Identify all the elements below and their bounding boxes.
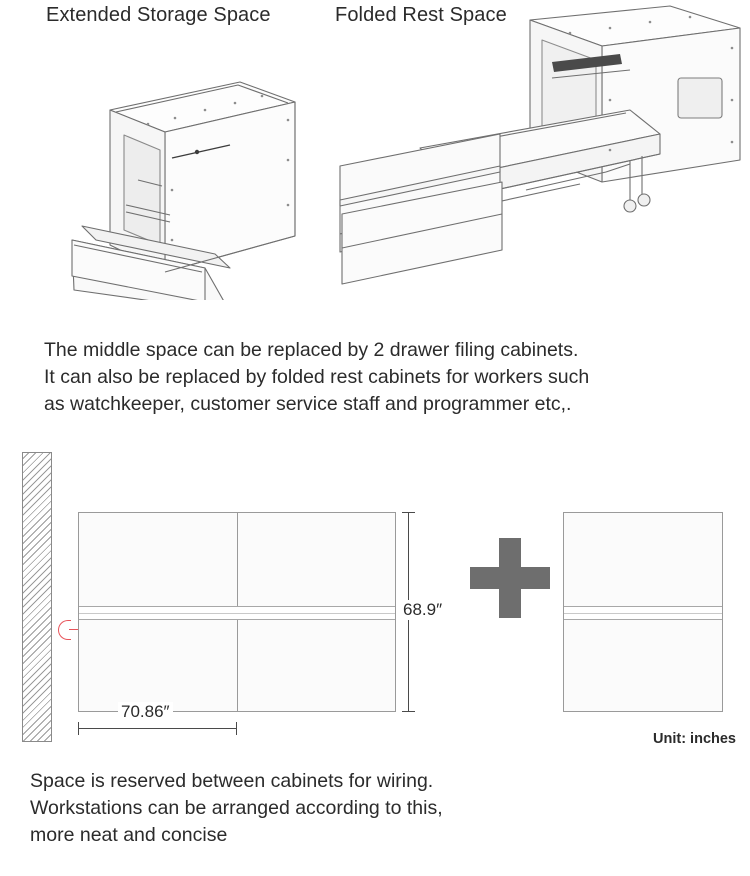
middle-description-paragraph (44, 337, 734, 418)
unit-note-label: Unit: inches (653, 731, 736, 747)
folded-rest-illustration (330, 0, 750, 300)
width-dimension-line (78, 728, 236, 729)
bottom-paragraph-line-1: Space is reserved between cabinets for wiring. (30, 770, 434, 792)
workstation-layout-diagram (0, 440, 750, 760)
bottom-description-paragraph (30, 768, 730, 849)
heading-folded-rest: Folded Rest Space (335, 4, 507, 26)
extended-storage-illustration (30, 40, 330, 300)
depth-dimension-cap-bottom (402, 711, 415, 712)
bottom-paragraph-line-3: more neat and concise (30, 824, 228, 846)
depth-dimension-label: 68.9″ (400, 600, 445, 620)
wall-hatch (22, 452, 52, 742)
desk-cluster-left (78, 512, 396, 712)
depth-dimension-cap-top (402, 512, 415, 513)
width-dimension-cap-right (236, 722, 237, 735)
middle-paragraph-line-3: as watchkeeper, customer service staff and programmer etc,. (44, 393, 572, 415)
width-dimension-label: 70.86″ (118, 702, 173, 722)
desk-cluster-right (563, 512, 723, 712)
bottom-paragraph-line-2: Workstations can be arranged according to this, (30, 797, 443, 819)
middle-paragraph-line-1: The middle space can be replaced by 2 drawer filing cabinets. (44, 339, 579, 361)
heading-extended-storage: Extended Storage Space (46, 4, 271, 26)
width-dimension-cap-left (78, 722, 79, 735)
middle-paragraph-line-2: It can also be replaced by folded rest cabinets for workers such (44, 366, 590, 388)
